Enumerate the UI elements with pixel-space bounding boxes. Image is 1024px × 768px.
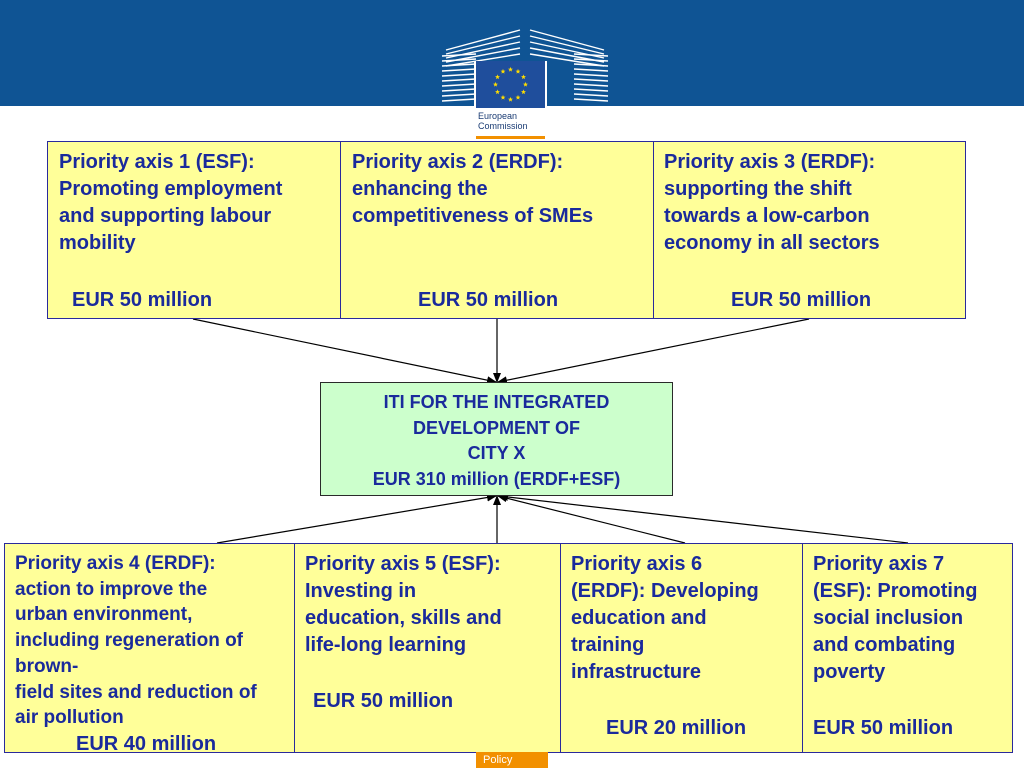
arrow-axis-6	[498, 496, 685, 543]
iti-title-line: CITY X	[467, 443, 526, 463]
axis-label: Priority axis 2 (ERDF): enhancing the competitiveness of SMEs	[352, 151, 594, 227]
axis-amount: EUR 50 million	[313, 690, 454, 712]
axis-amount: EUR 20 million	[606, 717, 747, 739]
axis-label: Priority axis 4 (ERDF): action to improve the urban environment, including regeneration of brown- field sites and reduction of air pollution	[15, 553, 257, 729]
axis-label: Priority axis 1 (ESF): Promoting employment and supporting labour mobility	[59, 151, 283, 254]
priority-axis-4-box	[4, 543, 295, 753]
axis-amount: EUR 50 million	[731, 289, 872, 311]
axis-amount: EUR 50 million	[72, 289, 213, 311]
policy-tab[interactable]: Policy	[476, 752, 548, 768]
logo-line: European	[478, 111, 518, 121]
axis-label: Priority axis 3 (ERDF): supporting the shift towards a low-carbon economy in all sectors	[664, 151, 880, 254]
iti-central-box	[320, 382, 673, 496]
priority-axis-2-box	[340, 141, 654, 319]
arrow-axis-3	[498, 319, 809, 382]
iti-amount: EUR 310 million (ERDF+ESF)	[372, 468, 621, 489]
axis-amount: EUR 50 million	[418, 289, 559, 311]
arrow-axis-7	[499, 496, 908, 543]
iti-title-line: DEVELOPMENT OF	[412, 417, 580, 438]
axis-amount: EUR 40 million	[76, 733, 217, 755]
priority-axis-1-box	[47, 141, 341, 319]
axis-amount: EUR 50 million	[813, 717, 954, 739]
axis-label: Priority axis 7 (ESF): Promoting social inclusion and combating poverty	[813, 553, 978, 683]
axis-label: Priority axis 5 (ESF): Investing in education, skills and life-long learning	[305, 553, 502, 656]
axis-label: Priority axis 6 (ERDF): Developing education and training infrastructure	[571, 553, 759, 683]
priority-axis-7-box	[802, 543, 1013, 753]
priority-axis-3-box	[653, 141, 966, 319]
logo-line: Commission	[478, 121, 528, 131]
iti-title-line: ITI FOR THE INTEGRATED	[383, 392, 610, 412]
arrow-axis-4	[217, 496, 496, 543]
priority-axis-6-box	[560, 543, 803, 753]
arrow-axis-1	[193, 319, 496, 382]
priority-axis-5-box	[294, 543, 561, 753]
